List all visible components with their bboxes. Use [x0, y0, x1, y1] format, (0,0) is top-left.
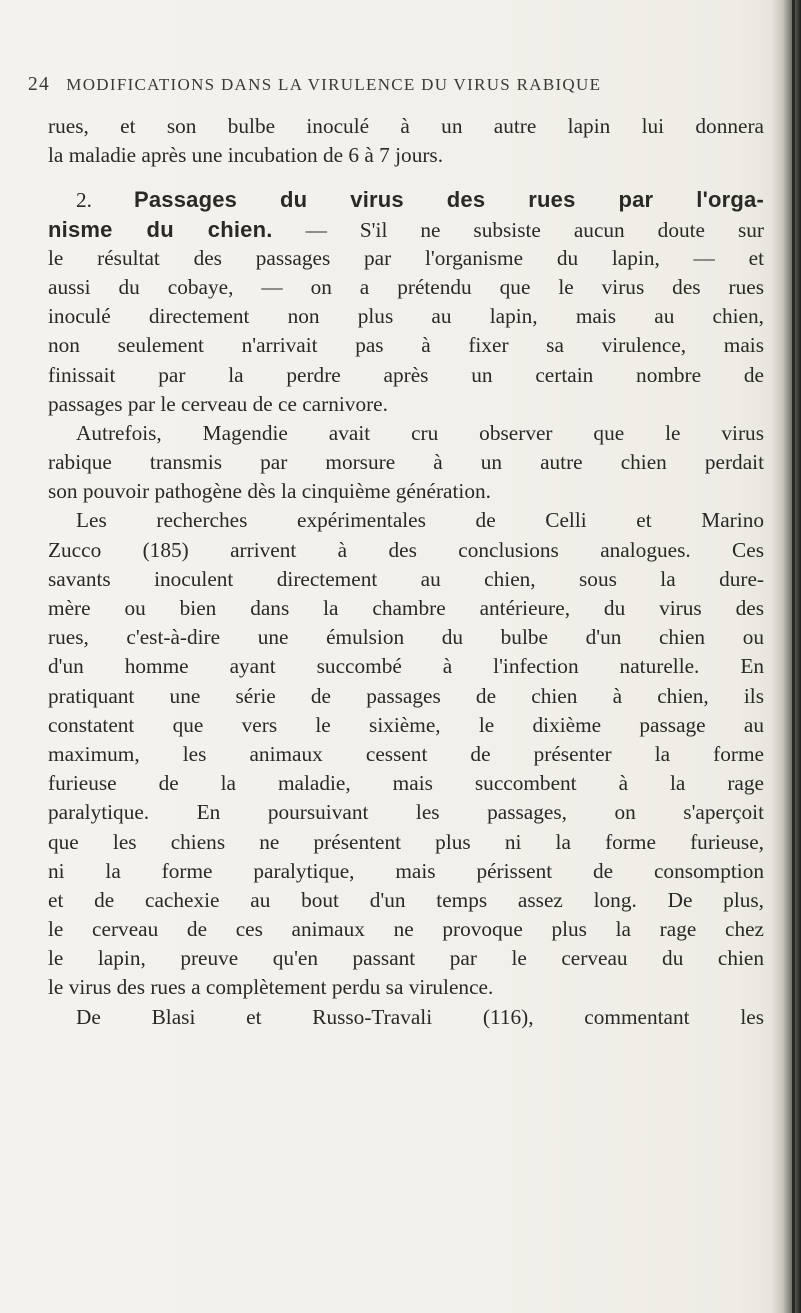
- text-line: furieuse de la maladie, mais succombent à la rage: [48, 771, 764, 796]
- text-line: le virus des rues a complètement perdu sa virulence.: [48, 975, 494, 1000]
- text-line: rues, c'est-à-dire une émulsion du bulbe d'un chien ou: [48, 625, 764, 650]
- section-first-line-rest: — S'il ne subsiste aucun doute sur: [305, 217, 764, 242]
- page-edge-line: [792, 0, 795, 1313]
- text-line: rabique transmis par morsure à un autre chien perdait: [48, 450, 764, 475]
- section-spacer: [48, 170, 764, 185]
- text-line: d'un homme ayant succombé à l'infection naturelle. En: [48, 654, 764, 679]
- text-line: finissait par la perdre après un certain nombre de: [48, 362, 764, 387]
- page-body: [48, 112, 764, 1032]
- text-line: le cerveau de ces animaux ne provoque plus la rage chez: [48, 917, 764, 942]
- text-line: le lapin, preuve qu'en passant par le cerveau du chien: [48, 946, 764, 971]
- section-heading-line: [48, 185, 764, 214]
- text-line: que les chiens ne présentent plus ni la forme furieuse,: [48, 829, 764, 854]
- section-heading-line: [48, 215, 764, 244]
- text-line: rues, et son bulbe inoculé à un autre lapin lui donnera: [48, 114, 764, 138]
- text-line: la maladie après une incubation de 6 à 7 jours.: [48, 143, 444, 168]
- text-line: passages par le cerveau de ce carnivore.: [48, 391, 388, 416]
- section-number: 2.: [76, 188, 92, 213]
- text-line: De Blasi et Russo-Travali (116), commentant les: [76, 1004, 764, 1029]
- text-line: son pouvoir pathogène dès la cinquième génération.: [48, 479, 491, 504]
- page-number: 24: [28, 74, 51, 95]
- page-edge-shadow: [771, 0, 801, 1313]
- running-header: [28, 74, 748, 102]
- text-line: savants inoculent directement au chien, sous la dure-: [48, 566, 764, 591]
- running-title: MODIFICATIONS DANS LA VIRULENCE DU VIRUS RABIQUE: [66, 75, 602, 94]
- text-line: le résultat des passages par l'organisme du lapin, — et: [48, 245, 764, 270]
- text-line: Autrefois, Magendie avait cru observer que le virus: [76, 420, 764, 445]
- text-line: Les recherches expérimentales de Celli et Marino: [76, 508, 764, 533]
- text-line: non seulement n'arrivait pas à fixer sa virulence, mais: [48, 333, 764, 358]
- text-line: constatent que vers le sixième, le dixième passage au: [48, 712, 764, 737]
- text-line: paralytique. En poursuivant les passages, on s'aperçoit: [48, 800, 764, 825]
- text-line: inoculé directement non plus au lapin, mais au chien,: [48, 304, 764, 329]
- text-line: maximum, les animaux cessent de présenter la forme: [48, 741, 764, 766]
- text-line: ni la forme paralytique, mais périssent de consomption: [48, 858, 764, 883]
- text-line: et de cachexie au bout d'un temps assez long. De plus,: [48, 887, 764, 912]
- text-line: aussi du cobaye, — on a prétendu que le virus des rues: [48, 274, 764, 299]
- text-line: mère ou bien dans la chambre antérieure, du virus des: [48, 596, 764, 620]
- section-title-part-2: nisme du chien.: [48, 216, 273, 242]
- section-title-part-1: Passages du virus des rues par l'orga-: [133, 187, 764, 213]
- text-line: Zucco (185) arrivent à des conclusions analogues. Ces: [48, 537, 764, 562]
- text-line: pratiquant une série de passages de chien à chien, ils: [48, 683, 764, 708]
